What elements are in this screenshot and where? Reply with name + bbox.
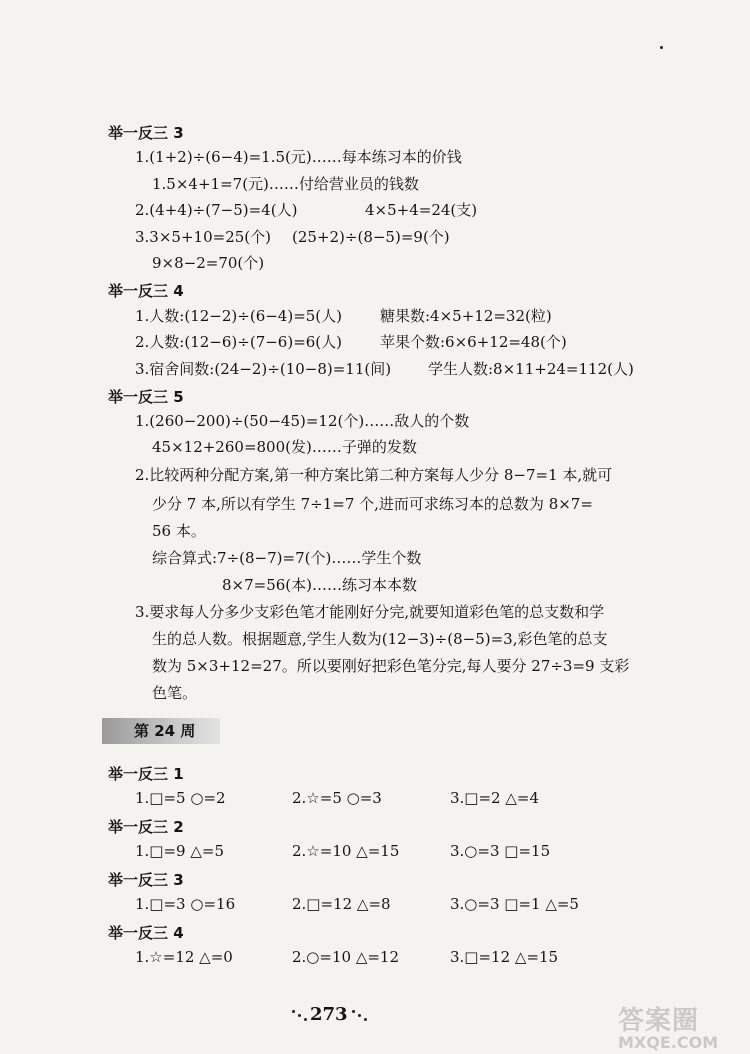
week-banner: 第 24 周	[102, 718, 220, 744]
section-heading: 举一反三 3	[108, 124, 184, 142]
answer-line: 数为 5×3+12=27。所以要刚好把彩色笔分完,每人要分 27÷3=9 支彩	[152, 657, 630, 675]
decorative-dot	[298, 1014, 301, 1017]
answer-line: 9×8−2=70(个)	[152, 254, 265, 272]
watermark-title: 答案圈	[618, 1006, 700, 1036]
decorative-dot	[364, 1018, 367, 1021]
section-heading: 举一反三 4	[108, 924, 184, 942]
answer-item: 1.☆=12 △=0	[135, 948, 233, 966]
answer-line: (25+2)÷(8−5)=9(个)	[292, 228, 450, 246]
answer-item: 3.○=3 □=15	[450, 842, 551, 860]
answer-line: 1.人数:(12−2)÷(6−4)=5(人)	[135, 307, 343, 325]
answer-line: 56 本。	[152, 522, 206, 540]
decorative-dot	[660, 46, 663, 49]
answer-line: 综合算式:7÷(8−7)=7(个)……学生个数	[152, 549, 422, 567]
page-number: 273	[310, 1004, 348, 1025]
answer-item: 3.○=3 □=1 △=5	[450, 895, 579, 913]
answer-line: 3.要求每人分多少支彩色笔才能刚好分完,就要知道彩色笔的总支数和学	[135, 603, 605, 621]
answer-item: 2.○=10 △=12	[292, 948, 400, 966]
answer-line: 45×12+260=800(发)……子弹的发数	[152, 438, 417, 456]
watermark-url: MXQE.COM	[618, 1033, 719, 1052]
answer-item: 1.□=3 ○=16	[135, 895, 236, 913]
answer-line: 学生人数:8×11+24=112(人)	[428, 360, 634, 378]
section-heading: 举一反三 2	[108, 818, 184, 836]
answer-line: 色笔。	[152, 684, 198, 702]
watermark	[618, 1000, 718, 1052]
decorative-dot	[304, 1018, 307, 1021]
answer-line: 2.(4+4)÷(7−5)=4(人)	[135, 201, 298, 219]
answer-item: 2.☆=5 ○=3	[292, 789, 382, 807]
answer-line: 生的总人数。根据题意,学生人数为(12−3)÷(8−5)=3,彩色笔的总支	[152, 630, 608, 648]
decorative-dot	[292, 1010, 295, 1013]
answer-item: 1.□=9 △=5	[135, 842, 225, 860]
decorative-dot	[352, 1010, 355, 1013]
answer-line: 3.宿舍间数:(24−2)÷(10−8)=11(间)	[135, 360, 392, 378]
answer-item: 2.☆=10 △=15	[292, 842, 400, 860]
section-heading: 举一反三 3	[108, 871, 184, 889]
answer-line: 少分 7 本,所以有学生 7÷1=7 个,进而可求练习本的总数为 8×7=	[152, 495, 593, 513]
answer-line: 1.(260−200)÷(50−45)=12(个)……敌人的个数	[135, 412, 470, 430]
answer-line: 8×7=56(本)……练习本本数	[222, 576, 418, 594]
answer-item: 3.□=2 △=4	[450, 789, 540, 807]
answer-item: 3.□=12 △=15	[450, 948, 559, 966]
answer-item: 1.□=5 ○=2	[135, 789, 226, 807]
answer-line: 3.3×5+10=25(个)	[135, 228, 271, 246]
section-heading: 举一反三 1	[108, 765, 184, 783]
answer-line: 糖果数:4×5+12=32(粒)	[380, 307, 552, 325]
section-heading: 举一反三 4	[108, 282, 184, 300]
answer-line: 4×5+4=24(支)	[365, 201, 478, 219]
decorative-dot	[358, 1014, 361, 1017]
answer-line: 2.比较两种分配方案,第一种方案比第二种方案每人少分 8−7=1 本,就可	[135, 466, 613, 484]
section-heading: 举一反三 5	[108, 388, 184, 406]
answer-line: 1.(1+2)÷(6−4)=1.5(元)……每本练习本的价钱	[135, 148, 462, 166]
answer-line: 2.人数:(12−6)÷(7−6)=6(人)	[135, 333, 343, 351]
answer-line: 1.5×4+1=7(元)……付给营业员的钱数	[152, 175, 419, 193]
answer-line: 苹果个数:6×6+12=48(个)	[380, 333, 567, 351]
answer-item: 2.□=12 △=8	[292, 895, 391, 913]
